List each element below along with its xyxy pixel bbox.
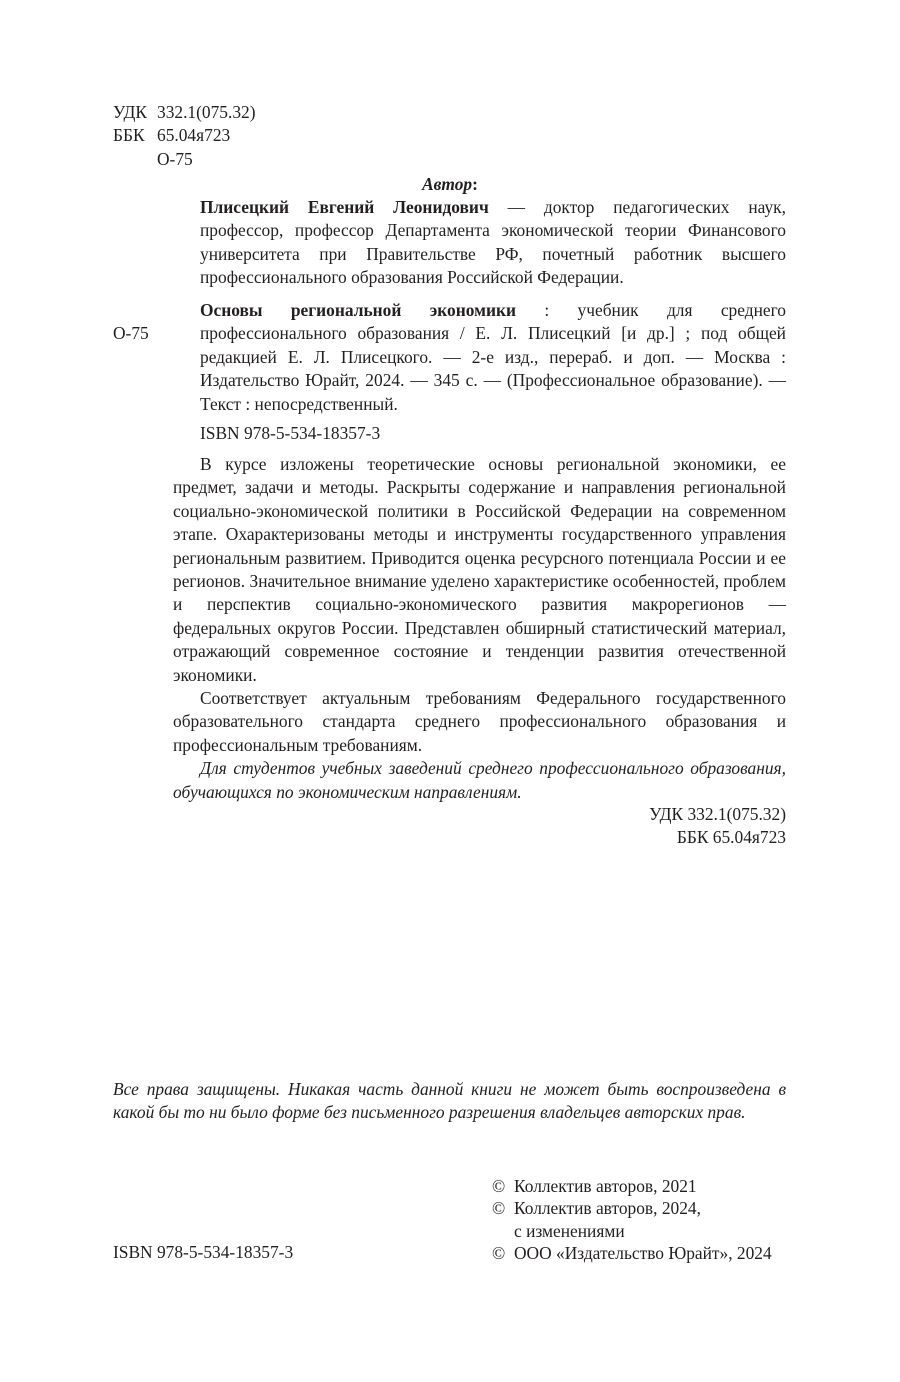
classification-right <box>500 803 786 850</box>
isbn-bottom: ISBN 978-5-534-18357-3 <box>113 1242 294 1262</box>
copyright-continuation: с изменениями <box>514 1220 625 1241</box>
isbn-record: ISBN 978-5-534-18357-3 <box>200 423 381 443</box>
copyright-text: Коллектив авторов, 2024, <box>514 1198 701 1219</box>
udc-right-line: УДК 332.1(075.32) <box>649 804 786 824</box>
bibliographic-record <box>200 299 786 416</box>
bbc-right-line: ББК 65.04я723 <box>676 827 786 848</box>
annotation-paragraph: В курсе изложены теоретические основы региональной экономики, ее предмет, задачи и методы. Раскрыты содержание и направления региональной социально-экономической политики в Российской Федерации на современном этапе. Охарактеризованы методы и инструменты государственного управления региональным развитием. Приводится оценка ресурсного потенциала России и ее регионов. Значительное внимание уделено характеристике особенностей, проблем и перспектив социально-экономического развития макрорегионов — федеральных округов России. Представлен обширный статистический материал, отражающий современное состояние и тенденции развития отечественной экономики. <box>173 454 786 685</box>
author-bio: — доктор педагогических наук, профессор, профессор Департамента экономической теории Финансового университета при Правительстве РФ, почетный работник высшего профессионального образования Российской Федерации. <box>200 197 786 288</box>
annotation-paragraph: Соответствует актуальным требованиям Федерального государственного образовательного стандарта среднего профессионального образования и профессиональным требованиям. <box>173 688 786 755</box>
copyright-line <box>492 1242 772 1264</box>
book-title: Основы региональной экономики <box>200 300 517 320</box>
author-description <box>200 196 786 290</box>
rights-notice: Все права защищены. Никакая часть данной книги не может быть воспроизведена в какой бы то ни было форме без письменного разрешения владельцев авторских прав. <box>113 1079 786 1123</box>
bbc-label: ББК <box>113 125 145 146</box>
copyright-icon: © <box>492 1243 506 1264</box>
copyright-line <box>492 1175 772 1197</box>
bibliographic-details: : учебник для среднего профессионального образования / Е. Л. Плисецкий [и др.] ; под общей редакцией Е. Л. Плисецкого. — 2-е изд., перераб. и доп. — Москва : Издательство Юрайт, 2024. — 345 с. — (Профессиональное образование). — Текст : непосредственный. <box>200 300 786 414</box>
bbc-value: 65.04я723 <box>157 125 231 146</box>
copyright-line <box>492 1197 772 1219</box>
author-code: О-75 <box>157 148 193 169</box>
author-heading <box>0 173 900 196</box>
author-heading-colon: : <box>472 174 478 194</box>
bibliographic-code: О-75 <box>113 323 149 343</box>
annotation <box>173 453 786 804</box>
classification-block <box>113 101 256 171</box>
bbc-line <box>113 124 256 147</box>
udc-line <box>113 101 256 124</box>
udc-label: УДК <box>113 102 148 122</box>
copyright-text: ООО «Издательство Юрайт», 2024 <box>514 1243 772 1264</box>
udc-value: 332.1(075.32) <box>157 102 256 122</box>
author-name: Плисецкий Евгений Леонидович <box>200 197 489 217</box>
copyright-text: Коллектив авторов, 2021 <box>514 1176 697 1196</box>
copyright-block <box>492 1175 772 1265</box>
author-heading-text: Автор <box>422 174 473 194</box>
copyright-icon: © <box>492 1176 506 1196</box>
annotation-audience: Для студентов учебных заведений среднего профессионального образования, обучающихся по экономическим направлениям. <box>173 758 786 802</box>
copyright-icon: © <box>492 1198 506 1219</box>
